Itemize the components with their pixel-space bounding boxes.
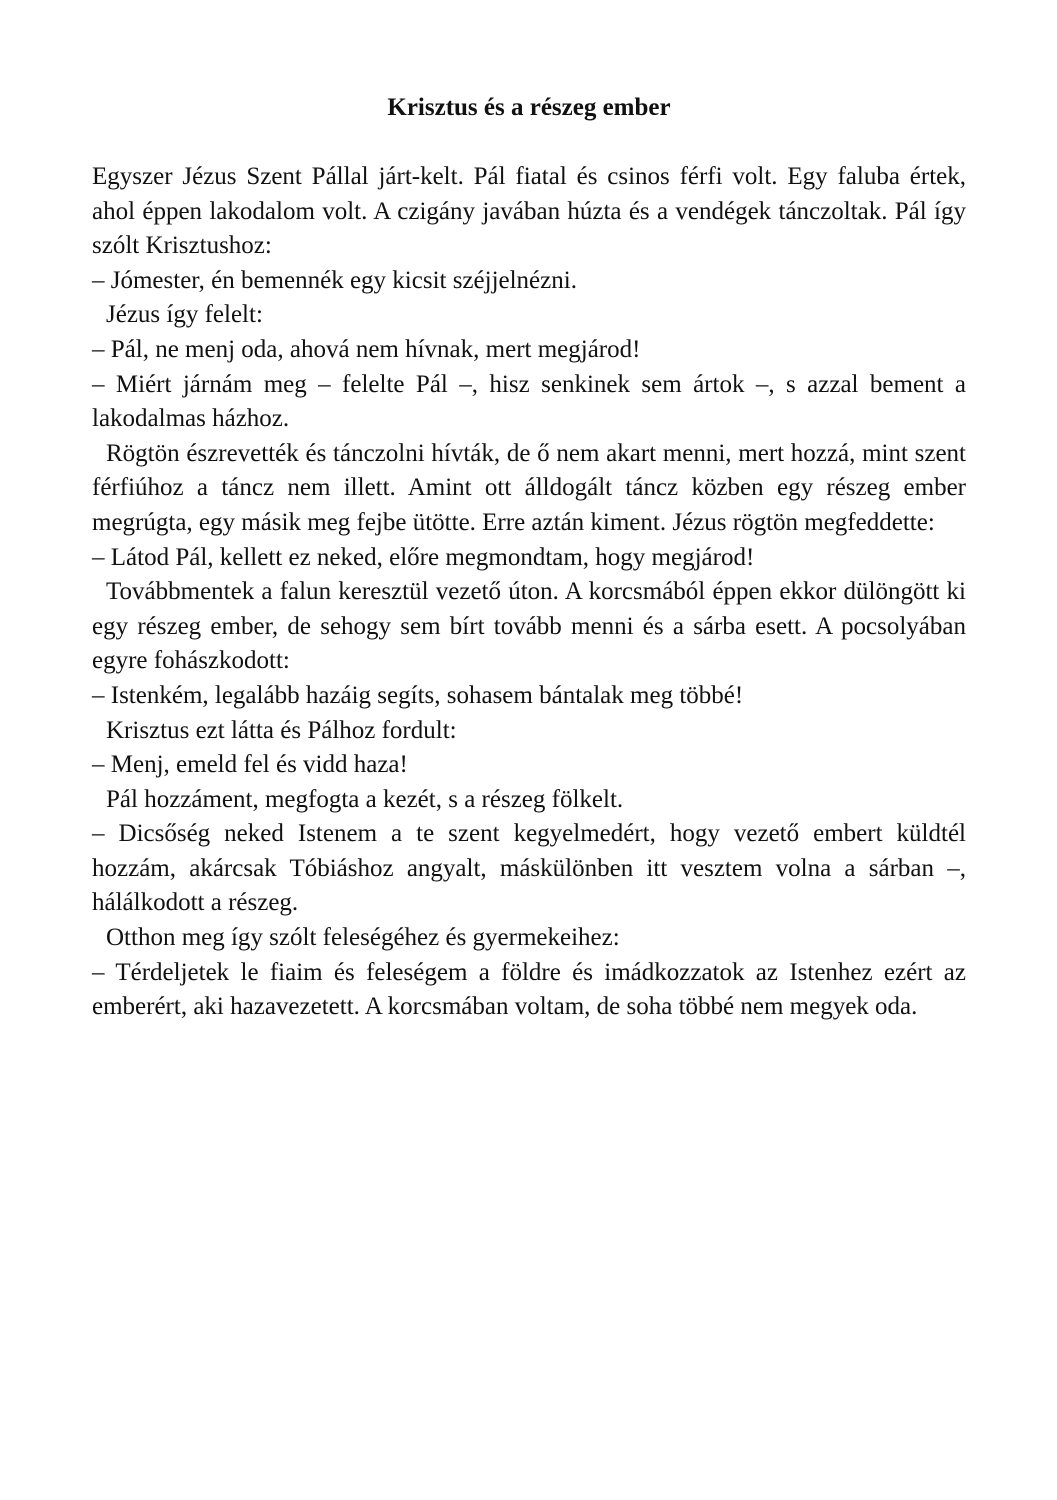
paragraph: – Istenkém, legalább hazáig segíts, sohasem bántalak meg többé! (92, 681, 744, 709)
paragraph: Krisztus ezt látta és Pálhoz fordult: (106, 716, 457, 744)
paragraph: – Jómester, én bemennék egy kicsit széjjelnézni. (92, 266, 577, 294)
paragraph: – Térdeljetek le fiaim és feleségem a földre és imádkozzatok az Istenhez ezért az emberért, aki hazavezetett. A korcsmában voltam, de soha többé nem megyek oda. (92, 958, 966, 1021)
paragraph: Otthon meg így szólt feleségéhez és gyermekeihez: (106, 924, 620, 952)
paragraph: Pál hozzáment, megfogta a kezét, s a részeg fölkelt. (106, 785, 624, 813)
paragraph: – Miért járnám meg – felelte Pál –, hisz senkinek sem ártok –, s azzal bement a lakodalmas házhoz. (92, 370, 966, 433)
paragraph: – Látod Pál, kellett ez neked, előre megmondtam, hogy megjárod! (92, 543, 755, 571)
document-body (92, 160, 966, 1025)
paragraph: – Menj, emeld fel és vidd haza! (92, 751, 408, 779)
paragraph: Jézus így felelt: (106, 301, 263, 329)
paragraph: Rögtön észrevették és tánczolni hívták, de ő nem akart menni, mert hozzá, mint szent férfiúhoz a táncz nem illett. Amint ott álldogált táncz közben egy részeg ember megrúgta, egy másik meg fejbe ütötte. Erre aztán kiment. Jézus rögtön megfeddette: (92, 439, 966, 536)
document-title: Krisztus és a részeg ember (387, 94, 671, 121)
paragraph: Egyszer Jézus Szent Pállal járt-kelt. Pál fiatal és csinos férfi volt. Egy faluba értek, ahol éppen lakodalom volt. A czigány javában húzta és a vendégek tánczoltak. Pál így szólt Krisztushoz: (92, 163, 966, 260)
paragraph: – Dicsőség neked Istenem a te szent kegyelmedért, hogy vezető embert küldtél hozzám, akárcsak Tóbiáshoz angyalt, máskülönben itt vesztem volna a sárban –, hálálkodott a részeg. (92, 820, 966, 917)
paragraph: – Pál, ne menj oda, ahová nem hívnak, mert megjárod! (92, 335, 641, 363)
paragraph: Továbbmentek a falun keresztül vezető úton. A korcsmából éppen ekkor dülöngött ki egy részeg ember, de sehogy sem bírt tovább menni és a sárba esett. A pocsolyában egyre fohászkodott: (92, 578, 966, 675)
document-page (92, 88, 966, 1025)
